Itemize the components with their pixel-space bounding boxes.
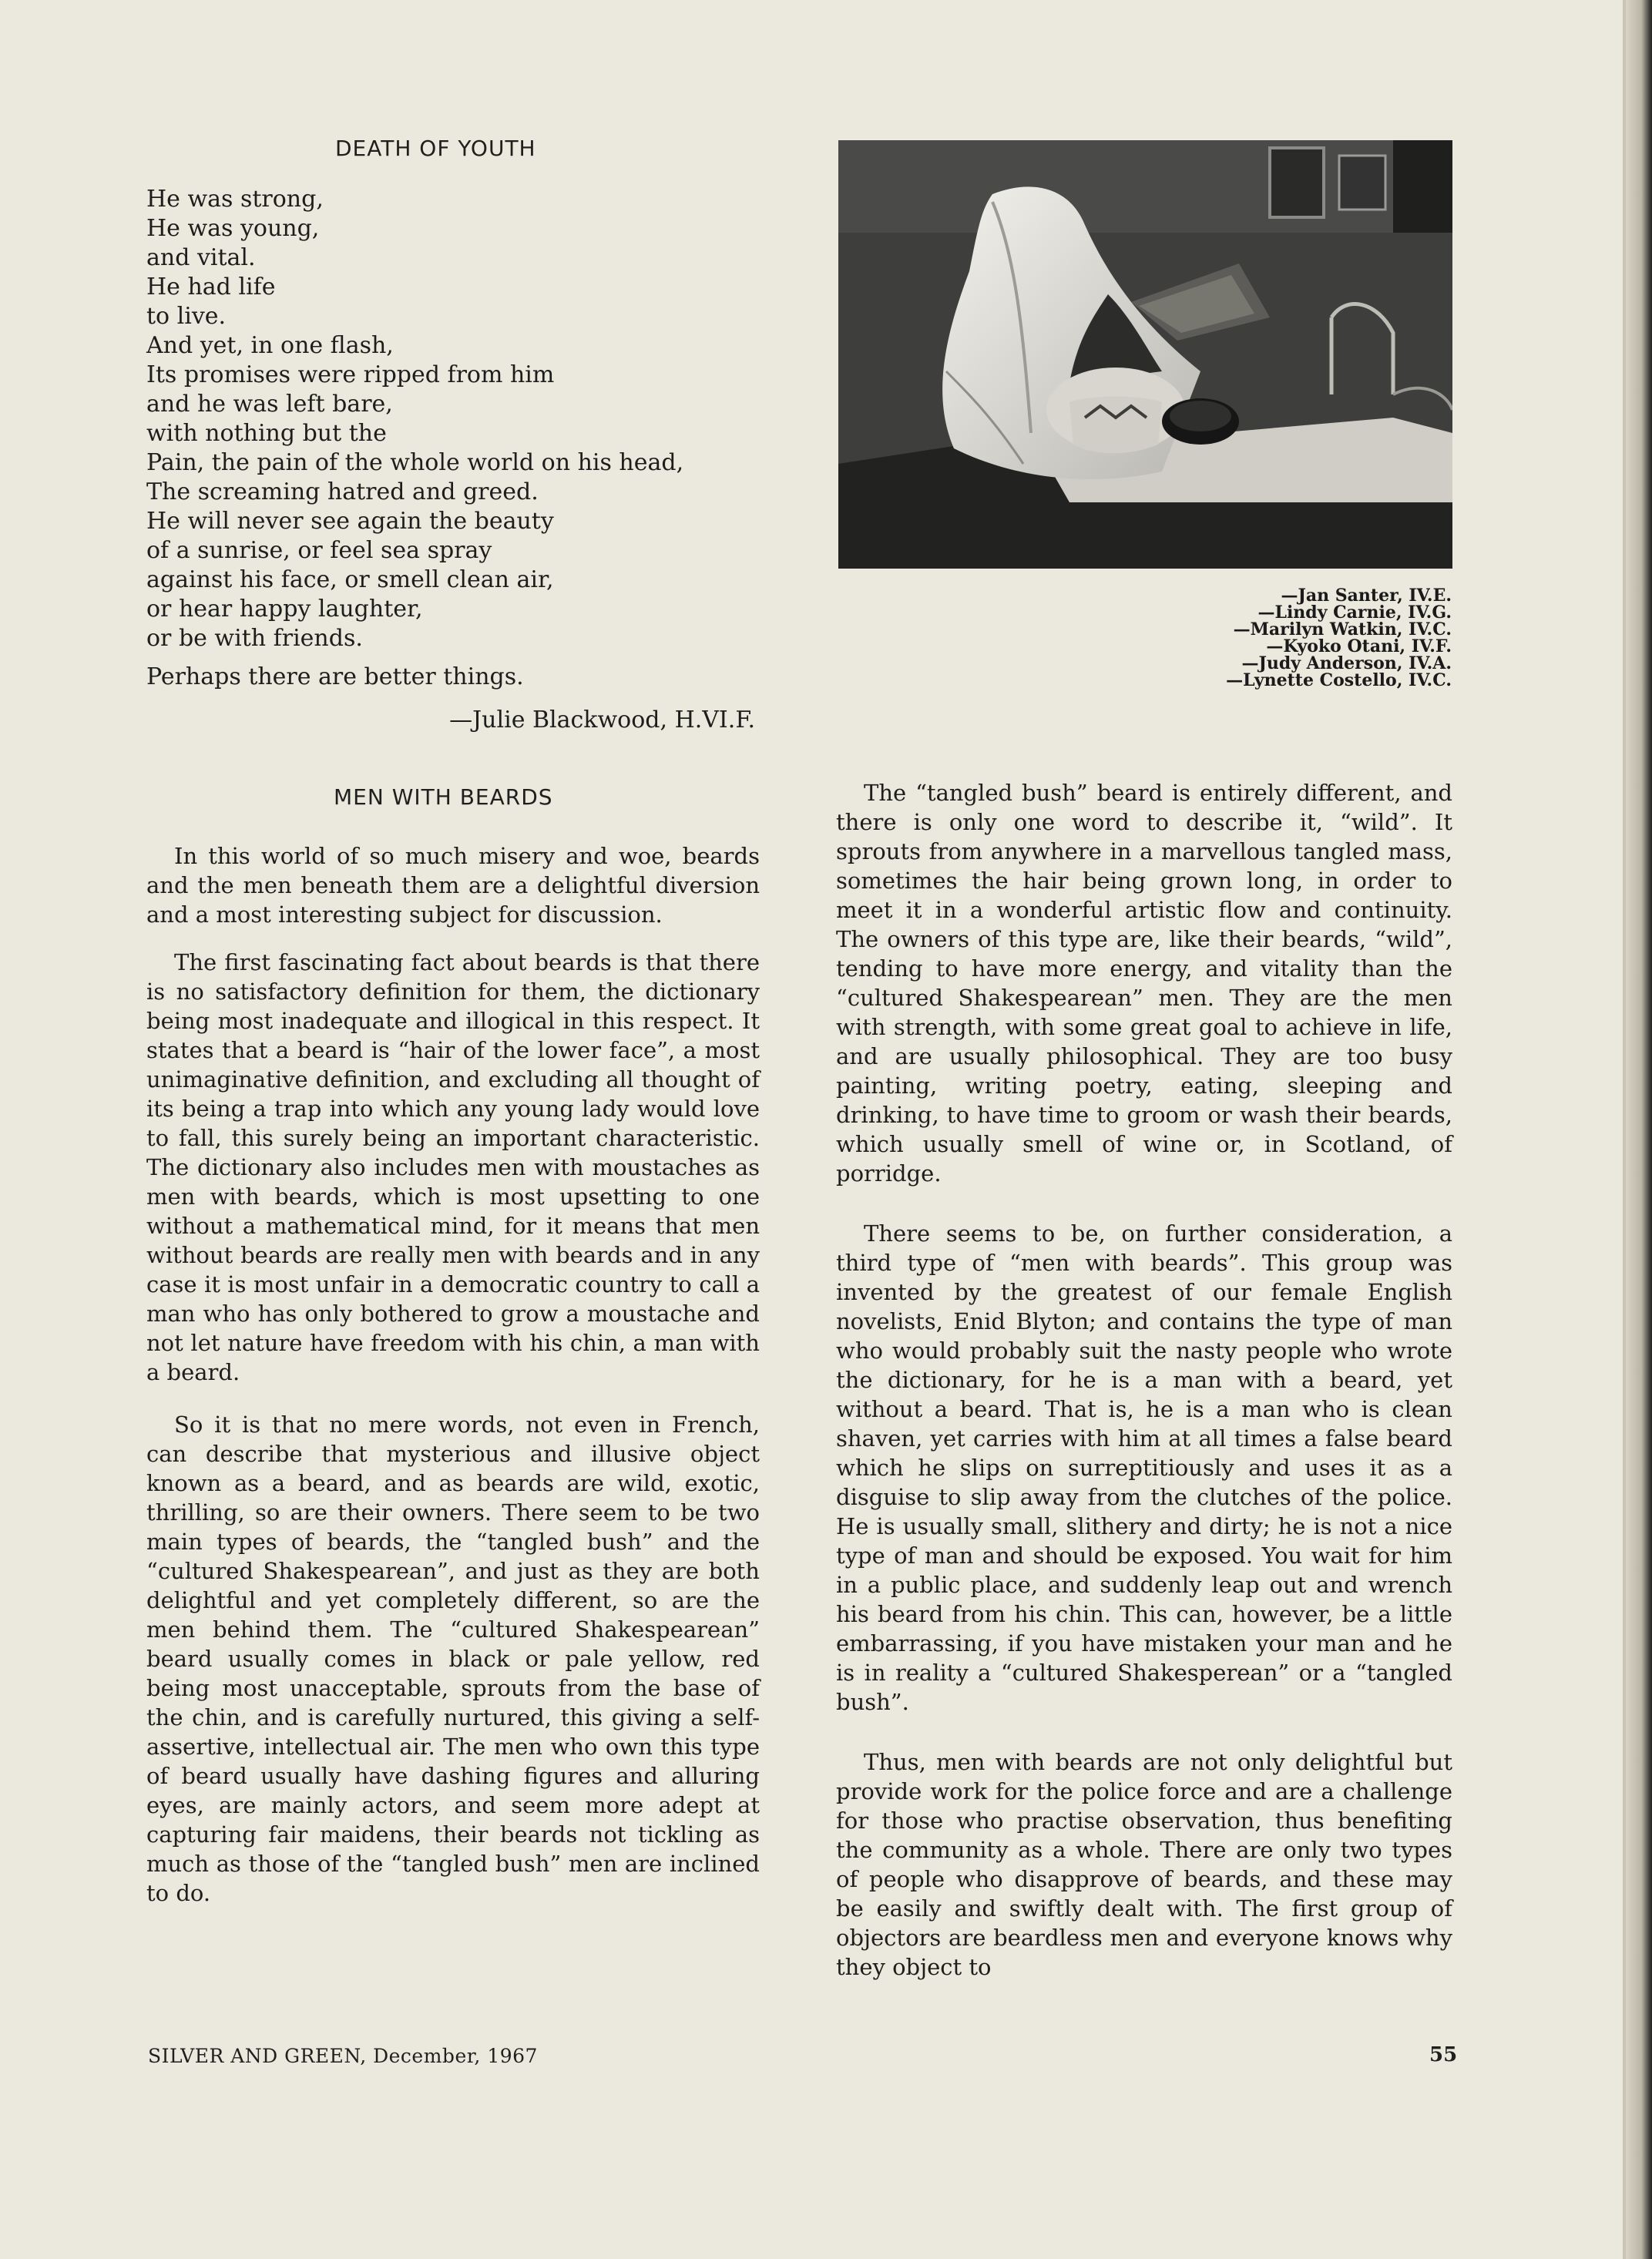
poem-line: and he was left bare, [146, 391, 393, 418]
article-paragraph: The first fascinating fact about beards is that there is no satisfactory definition for them, the dictionary being most inadequate and illogical in this respect. It states that a beard is “hair of the lower face”, a most unimaginative definition, and excluding all thought of its being a trap into which any young lady would love to fall, this surely being an important characteristic. The dictionary also includes men with moustaches as men with beards, which is most upsetting to one without a mathematical mind, for it means that men without beards are really men with beards and in any case it is most unfair in a democratic country to call a man who has only bothered to grow a moustache and not let nature have freedom with his chin, a man with a beard. [146, 949, 760, 1385]
article-right-column [836, 778, 1452, 2000]
binding-spine [1626, 0, 1652, 2259]
poem-line: or be with friends. [146, 625, 363, 652]
article-left-column [146, 841, 760, 1926]
poem-line: He had life [146, 274, 276, 300]
photo-credit: —Marilyn Watkin, IV.C. [1233, 619, 1452, 639]
article-title: MEN WITH BEARDS [334, 784, 553, 810]
poem-line: of a sunrise, or feel sea spray [146, 537, 492, 564]
poem-line: He was strong, [146, 186, 324, 213]
poem-body [146, 185, 763, 735]
publication-footer: SILVER AND GREEN, December, 1967 [148, 2045, 538, 2067]
poem-last-line: Perhaps there are better things. [146, 663, 524, 690]
still-life-photo-illustration [838, 140, 1452, 569]
page-number: 55 [1429, 2043, 1458, 2066]
photo-credit: —Lynette Costello, IV.C. [1226, 670, 1452, 690]
article-paragraph: Thus, men with beards are not only delightful but provide work for the police force and are a challenge for those who practise observation, thus benefiting the community as a whole. There are only two types of people who disapprove of beards, and these may be easily and swiftly dealt with. The first group of objectors are beardless men and everyone knows why they object to [836, 1749, 1452, 1980]
poem-line: with nothing but the [146, 420, 387, 447]
poem-line: And yet, in one flash, [146, 332, 394, 359]
article-paragraph: In this world of so much misery and woe, beards and the men beneath them are a delightful diversion and a most interesting subject for discussion. [146, 843, 760, 928]
poem-line: and vital. [146, 244, 256, 271]
poem-line: He was young, [146, 215, 320, 242]
poem-line: He will never see again the beauty [146, 508, 554, 535]
poem-line: to live. [146, 303, 227, 330]
photo-credits [1002, 587, 1452, 689]
poem-line: The screaming hatred and greed. [146, 478, 539, 505]
photo-credit: —Jan Santer, IV.E. [1281, 586, 1452, 606]
poem-author: —Julie Blackwood, H.VI.F. [449, 707, 755, 733]
poem-line: Pain, the pain of the whole world on his head, [146, 449, 684, 476]
article-paragraph: So it is that no mere words, not even in French, can describe that mysterious and illusive object known as a beard, and as beards are wild, exotic, thrilling, so are their owners. There seem to be two main types of beards, the “tangled bush” and the “cultured Shakespearean”, and just as they are both delightful and yet completely different, so are the men behind them. The “cultured Shakespearean” beard usually comes in black or pale yellow, red being most unacceptable, sprouts from the base of the chin, and is carefully nurtured, this giving a self-assertive, intellectual air. The men who own this type of beard usually have dashing figures and alluring eyes, are mainly actors, and seem more adept at capturing fair maidens, their beards not tickling as much as those of the “tangled bush” men are inclined to do. [146, 1411, 760, 1906]
poem-title: DEATH OF YOUTH [335, 136, 536, 161]
photo-credit: —Kyoko Otani, IV.F. [1266, 636, 1452, 656]
article-paragraph: The “tangled bush” beard is entirely different, and there is only one word to describe it, “wild”. It sprouts from anywhere in a marvellous tangled mass, sometimes the hair being grown long, in order to meet it in a wonderful artistic flow and continuity. The owners of this type are, like their beards, “wild”, tending to have more energy, and vitality than the “cultured Shakespearean” men. They are the men with strength, with some great goal to achieve in life, and are usually philosophical. They are too busy painting, writing poetry, eating, sleeping and drinking, to have time to groom or wash their beards, which usually smell of wine or, in Scotland, of porridge. [836, 780, 1452, 1187]
poem-line: against his face, or smell clean air, [146, 566, 554, 593]
photo-credit: —Judy Anderson, IV.A. [1241, 653, 1452, 673]
poem-line: or hear happy laughter, [146, 596, 423, 623]
article-paragraph: There seems to be, on further consideration, a third type of “men with beards”. This group was invented by the greatest of our female English novelists, Enid Blyton; and contains the type of man who would probably suit the nasty people who wrote the dictionary, for he is a man with a beard, yet without a beard. That is, he is a man who is clean shaven, yet carries with him at all times a false beard which he slips on surreptitiously and uses it as a disguise to slip away from the clutches of the police. He is usually small, slithery and dirty; he is not a nice type of man and should be exposed. You wait for him in a public place, and suddenly leap out and wrench his beard from his chin. This can, however, be a little embarrassing, if you have mistaken your man and he is in reality a “cultured Shakesperean” or a “tangled bush”. [836, 1220, 1452, 1715]
still-life-photo [838, 140, 1452, 569]
poem-line: Its promises were ripped from him [146, 361, 555, 388]
photo-credit: —Lindy Carnie, IV.G. [1257, 603, 1452, 623]
